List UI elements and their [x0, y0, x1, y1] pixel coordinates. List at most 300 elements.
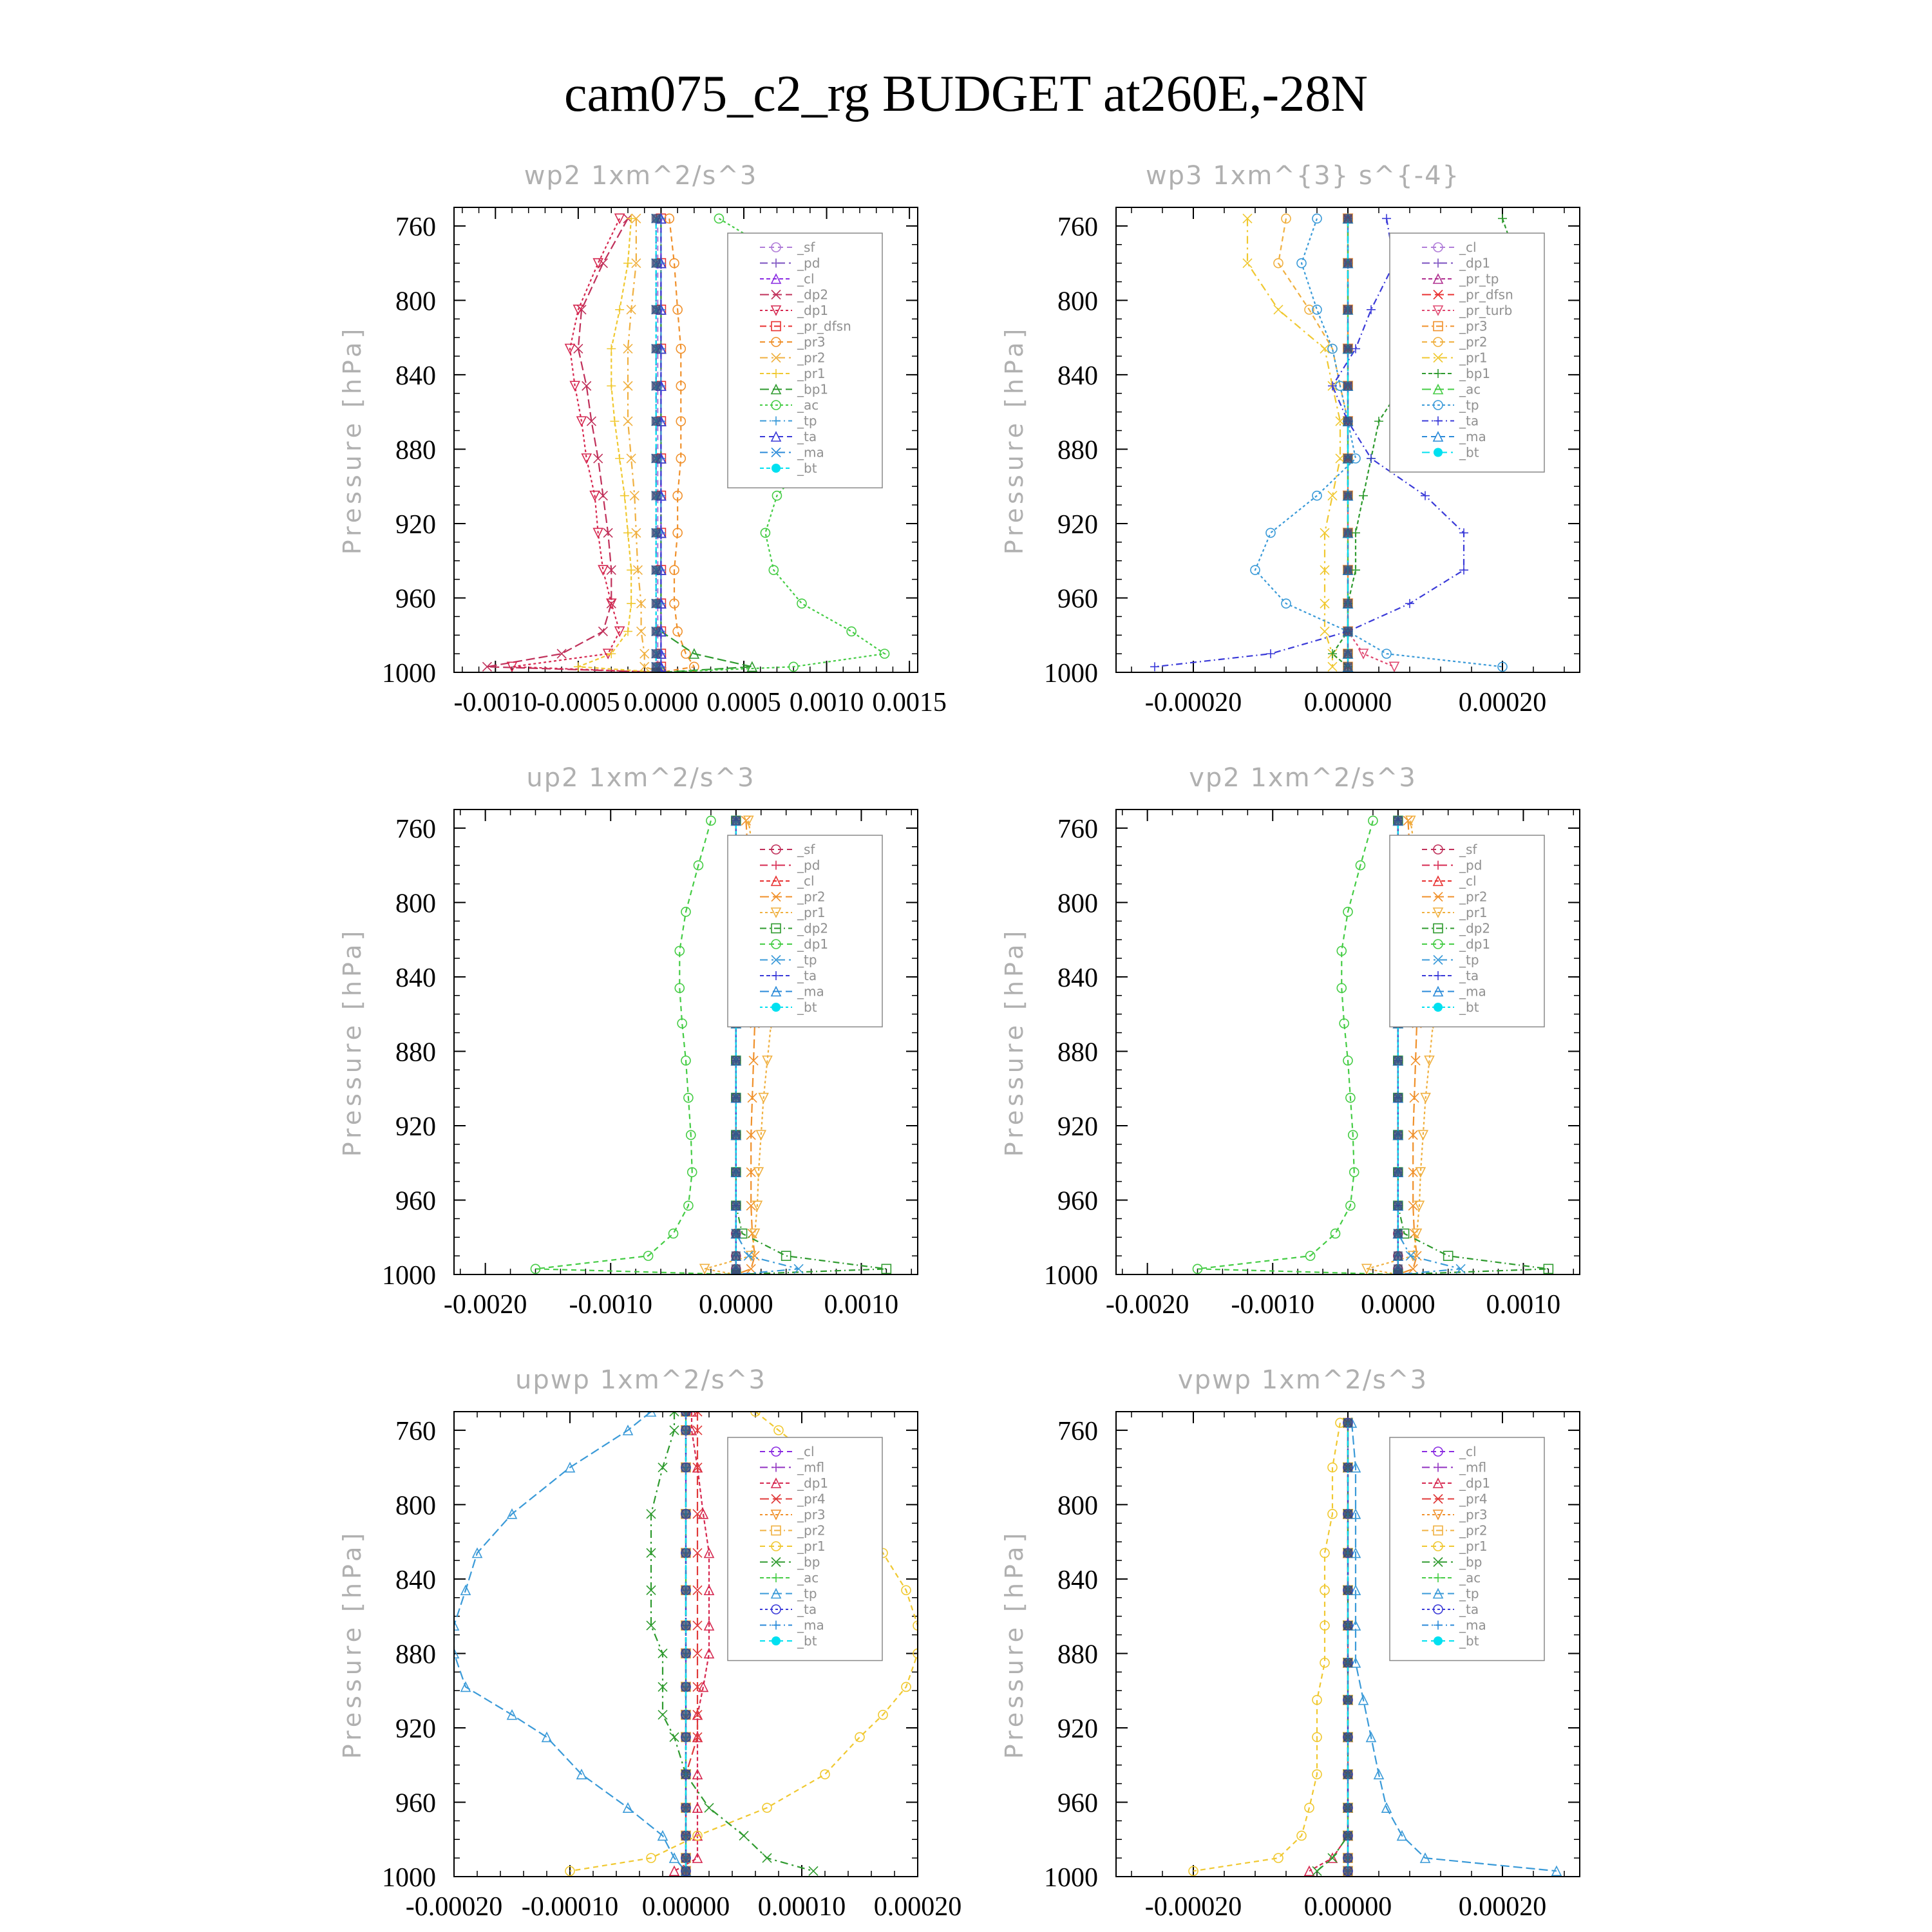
data-point: [1394, 1130, 1403, 1139]
legend-entry: _bt: [1459, 444, 1479, 460]
x-tick-label: -0.00020: [1144, 688, 1242, 717]
data-point: [1274, 305, 1283, 314]
y-tick-label: 800: [395, 1491, 436, 1521]
legend-entry: _ma: [1459, 1617, 1486, 1633]
y-tick-label: 1000: [382, 659, 436, 688]
data-point: [627, 214, 636, 223]
legend: [1390, 233, 1544, 472]
legend-entry: _bp1: [1459, 366, 1491, 381]
data-point: [705, 1803, 714, 1812]
data-point: [652, 417, 661, 426]
legend-marker: [772, 1636, 781, 1645]
data-point: [681, 1831, 690, 1840]
legend-entry: _bp: [1459, 1554, 1482, 1570]
legend-entry: _sf: [797, 240, 815, 255]
x-tick-label: -0.0010: [1231, 1290, 1314, 1320]
legend: [728, 1437, 882, 1661]
legend-entry: _mfl: [1459, 1459, 1487, 1475]
legend: [728, 835, 882, 1027]
series-line-dp1: [1309, 1423, 1348, 1871]
y-tick-label: 760: [1057, 1416, 1098, 1446]
data-point: [1331, 1229, 1340, 1238]
data-point: [1266, 528, 1275, 537]
data-point: [598, 627, 607, 636]
legend-entry: _dp1: [797, 1475, 829, 1491]
data-point: [681, 1853, 690, 1862]
data-point: [1343, 627, 1352, 636]
y-tick-label: 1000: [1044, 1261, 1098, 1291]
y-axis-label: Pressure [hPa]: [1000, 1529, 1028, 1759]
data-point: [1374, 417, 1383, 426]
x-tick-label: 0.0010: [1486, 1290, 1561, 1320]
data-point: [1343, 1770, 1352, 1779]
legend-entry: _dp2: [1459, 920, 1491, 936]
data-point: [681, 1866, 690, 1875]
data-point: [658, 1710, 667, 1719]
legend-entry: _bt: [1459, 999, 1479, 1015]
legend-entry: _pr_dfsn: [797, 318, 851, 334]
series-line-dp1: [512, 218, 661, 672]
data-point: [681, 1426, 690, 1435]
data-point: [1394, 1168, 1403, 1177]
y-tick-label: 880: [1057, 435, 1098, 466]
x-tick-label: 0.00000: [1303, 688, 1392, 717]
legend-entry: _tp: [1459, 1586, 1479, 1602]
legend-entry: _pr1: [1459, 905, 1488, 920]
legend-entry: _cl: [1459, 873, 1477, 889]
x-tick-label: -0.0010: [569, 1290, 652, 1320]
x-tick-label: 0.0010: [789, 688, 864, 717]
x-tick-label: 0.00000: [1303, 1892, 1392, 1922]
data-point: [1266, 649, 1275, 658]
legend-entry: _pr2: [797, 889, 826, 905]
legend-entry: _sf: [1459, 842, 1477, 857]
legend-entry: _ma: [1459, 983, 1486, 999]
legend-entry: _bt: [797, 1633, 817, 1649]
legend-entry: _pr3: [1459, 318, 1488, 334]
data-point: [1343, 1658, 1352, 1667]
data-point: [739, 1831, 748, 1840]
y-tick-label: 880: [1057, 1640, 1098, 1670]
legend-entry: _ma: [1459, 429, 1486, 444]
y-tick-label: 840: [395, 361, 436, 391]
data-point: [1343, 1463, 1352, 1472]
y-tick-label: 920: [395, 1112, 436, 1142]
x-tick-label: 0.00000: [641, 1892, 730, 1922]
data-point: [1328, 662, 1337, 671]
legend-entry: _pd: [1459, 857, 1482, 873]
legend-entry: _pr3: [797, 1507, 826, 1522]
data-point: [732, 1168, 741, 1177]
data-point: [1343, 662, 1352, 671]
legend-entry: _cl: [797, 271, 815, 287]
legend-entry: _pr_dfsn: [1459, 287, 1513, 303]
data-point: [732, 816, 741, 825]
data-point: [1382, 214, 1391, 223]
data-point: [732, 1130, 741, 1139]
legend-entry: _pr2: [797, 1522, 826, 1539]
y-tick-label: 880: [395, 1037, 436, 1068]
legend-entry: _dp1: [1459, 936, 1491, 952]
data-point: [1343, 1621, 1352, 1630]
data-point: [855, 1732, 864, 1741]
legend-entry: _pr1: [1459, 350, 1488, 366]
data-point: [1343, 305, 1352, 314]
legend-entry: _cl: [1459, 240, 1477, 255]
legend-entry: _pd: [797, 857, 820, 873]
data-point: [809, 1866, 818, 1875]
x-tick-label: 0.0005: [706, 688, 781, 717]
data-point: [620, 491, 629, 500]
data-point: [1394, 1201, 1403, 1210]
data-point: [1343, 1586, 1352, 1595]
panel-3: [338, 763, 918, 1320]
panel-6: [1000, 1365, 1580, 1922]
data-point: [1343, 214, 1352, 223]
legend-entry: _bt: [797, 999, 817, 1015]
data-point: [1343, 528, 1352, 537]
legend-entry: _pr4: [1459, 1491, 1488, 1507]
y-axis-label: Pressure [hPa]: [338, 927, 366, 1157]
y-tick-label: 840: [1057, 1565, 1098, 1595]
data-point: [681, 1510, 690, 1519]
series-line-pr1: [1193, 1423, 1340, 1871]
legend-entry: _ta: [1459, 413, 1479, 429]
data-point: [652, 528, 661, 537]
series-line-dp1: [1197, 820, 1397, 1274]
panel-title: upwp 1xm^2/s^3: [515, 1365, 766, 1395]
panels: [338, 161, 1580, 1922]
y-tick-label: 760: [395, 212, 436, 242]
data-point: [1444, 1251, 1453, 1260]
x-tick-label: 0.00010: [757, 1892, 846, 1922]
data-point: [615, 305, 624, 314]
panel-title: vpwp 1xm^2/s^3: [1177, 1365, 1428, 1395]
legend-entry: _mfl: [797, 1459, 825, 1475]
legend-entry: _cl: [1459, 1444, 1477, 1459]
legend-entry: _bp: [797, 1554, 820, 1570]
y-tick-label: 800: [1057, 1491, 1098, 1521]
y-tick-label: 800: [395, 889, 436, 919]
legend-entry: _tp: [1459, 952, 1479, 968]
data-point: [1343, 1732, 1352, 1741]
series-line-pr1: [578, 218, 661, 672]
data-point: [670, 1732, 679, 1741]
legend-entry: _ac: [797, 397, 819, 413]
legend-entry: _pr2: [1459, 334, 1488, 350]
series-line-tp: [454, 1412, 686, 1871]
y-tick-label: 760: [395, 814, 436, 844]
data-point: [1343, 1510, 1352, 1519]
data-point: [1343, 1696, 1352, 1705]
data-point: [1394, 1094, 1403, 1103]
data-point: [652, 599, 661, 608]
data-point: [607, 344, 616, 353]
legend-entry: _cl: [797, 1444, 815, 1459]
data-point: [669, 1229, 678, 1238]
panel-title: up2 1xm^2/s^3: [526, 763, 755, 793]
series-line-dp2: [487, 218, 661, 672]
y-tick-label: 840: [395, 963, 436, 993]
series-line-pr_turb: [1348, 218, 1394, 667]
x-tick-label: 0.00020: [1458, 1892, 1547, 1922]
data-point: [1343, 1831, 1352, 1840]
y-tick-label: 800: [1057, 889, 1098, 919]
data-point: [732, 1251, 741, 1260]
legend-entry: _dp2: [797, 920, 829, 936]
y-tick-label: 880: [1057, 1037, 1098, 1068]
x-tick-label: -0.0010: [453, 688, 538, 717]
legend-entry: _ta: [797, 968, 817, 983]
y-tick-label: 840: [1057, 963, 1098, 993]
legend-marker: [1434, 1003, 1443, 1012]
legend-entry: _dp1: [797, 303, 829, 318]
legend: [1390, 1437, 1544, 1661]
y-axis-label: Pressure [hPa]: [1000, 325, 1028, 555]
data-point: [670, 1866, 679, 1875]
panel-title: wp3 1xm^{3} s^{-4}: [1145, 161, 1461, 191]
y-axis-label: Pressure [hPa]: [1000, 927, 1028, 1157]
data-point: [681, 1732, 690, 1741]
data-point: [658, 1463, 667, 1472]
y-tick-label: 880: [395, 1640, 436, 1670]
data-point: [1320, 627, 1329, 636]
data-point: [681, 1710, 690, 1719]
legend-entry: _ma: [797, 444, 824, 460]
data-point: [681, 1548, 690, 1557]
data-point: [670, 1426, 679, 1435]
y-tick-label: 800: [395, 287, 436, 317]
data-point: [652, 344, 661, 353]
legend-entry: _tp: [797, 1586, 817, 1602]
data-point: [782, 1251, 791, 1260]
legend-entry: _pr1: [797, 1539, 826, 1554]
x-tick-label: 0.0000: [699, 1290, 773, 1320]
x-tick-label: 0.0000: [623, 688, 699, 717]
data-point: [1390, 662, 1399, 671]
series-line-dp1: [674, 1412, 709, 1871]
data-point: [1343, 649, 1352, 658]
legend-entry: _pr2: [1459, 1522, 1488, 1539]
data-point: [1394, 816, 1403, 825]
data-point: [681, 1770, 690, 1779]
legend-entry: _ma: [797, 983, 824, 999]
data-point: [623, 381, 632, 390]
legend-entry: _tp: [797, 413, 817, 429]
legend-entry: _ac: [797, 1570, 819, 1586]
panel-1: [338, 161, 947, 717]
data-point: [652, 214, 661, 223]
y-tick-label: 760: [395, 1416, 436, 1446]
data-point: [681, 1621, 690, 1630]
y-tick-label: 1000: [1044, 659, 1098, 688]
data-point: [615, 454, 624, 463]
legend-marker: [772, 464, 781, 473]
x-tick-label: -0.00020: [1144, 1892, 1242, 1922]
data-point: [607, 381, 616, 390]
y-tick-label: 960: [1057, 1186, 1098, 1217]
legend-entry: _ac: [1459, 1570, 1481, 1586]
data-point: [1343, 565, 1352, 574]
x-tick-label: -0.0020: [1105, 1290, 1189, 1320]
y-tick-label: 920: [1057, 1112, 1098, 1142]
x-tick-label: -0.0020: [443, 1290, 527, 1320]
legend-entry: _pr1: [1459, 1539, 1488, 1554]
y-tick-label: 960: [395, 584, 436, 614]
data-point: [847, 627, 856, 636]
data-point: [1343, 1803, 1352, 1812]
y-axis-label: Pressure [hPa]: [338, 325, 366, 555]
data-point: [1343, 344, 1352, 353]
x-tick-label: 0.00020: [1458, 688, 1547, 717]
y-tick-label: 1000: [382, 1863, 436, 1893]
y-tick-label: 880: [395, 435, 436, 466]
legend-entry: _tp: [1459, 397, 1479, 413]
legend-entry: _pr1: [797, 366, 826, 381]
x-tick-label: -0.00010: [521, 1892, 619, 1922]
data-point: [681, 1463, 690, 1472]
legend-entry: _dp2: [797, 287, 829, 303]
y-tick-label: 920: [395, 509, 436, 540]
legend-entry: _bp1: [797, 381, 829, 397]
data-point: [746, 1264, 755, 1273]
legend-entry: _ta: [797, 1602, 817, 1617]
data-point: [1343, 417, 1352, 426]
y-tick-label: 1000: [1044, 1863, 1098, 1893]
data-point: [1328, 1853, 1337, 1862]
legend-marker: [1434, 448, 1443, 457]
y-tick-label: 920: [1057, 1714, 1098, 1744]
data-point: [652, 305, 661, 314]
legend-entry: _sf: [797, 842, 815, 857]
legend-marker: [1434, 1636, 1443, 1645]
y-tick-label: 960: [395, 1788, 436, 1819]
y-axis-label: Pressure [hPa]: [338, 1529, 366, 1759]
legend-entry: _pr3: [1459, 1507, 1488, 1522]
y-tick-label: 800: [1057, 287, 1098, 317]
panel-4: [1000, 763, 1580, 1320]
legend-marker: [772, 1003, 781, 1012]
data-point: [623, 528, 632, 537]
data-point: [1367, 454, 1376, 463]
legend-entry: _pr2: [797, 350, 826, 366]
panel-title: vp2 1xm^2/s^3: [1189, 763, 1417, 793]
series-line-pr4: [686, 1412, 697, 1871]
legend-entry: _ac: [1459, 381, 1481, 397]
data-point: [1343, 259, 1352, 268]
data-point: [1343, 491, 1352, 500]
data-point: [681, 1649, 690, 1658]
data-point: [1459, 528, 1468, 537]
panel-2: [1000, 161, 1580, 717]
x-tick-label: -0.00020: [405, 1892, 503, 1922]
panel-5: [338, 1365, 961, 1922]
y-tick-label: 1000: [382, 1261, 436, 1291]
data-point: [610, 417, 619, 426]
data-point: [652, 381, 661, 390]
data-point: [1343, 1418, 1352, 1427]
data-point: [1343, 381, 1352, 390]
y-tick-label: 960: [1057, 584, 1098, 614]
y-tick-label: 960: [1057, 1788, 1098, 1819]
data-point: [732, 1229, 741, 1238]
data-point: [1150, 662, 1159, 671]
legend-entry: _ma: [797, 1617, 824, 1633]
data-point: [1343, 1866, 1352, 1875]
legend-entry: _ta: [1459, 1602, 1479, 1617]
data-point: [1367, 305, 1376, 314]
legend-entry: _pr_tp: [1459, 271, 1499, 287]
x-tick-label: 0.0010: [824, 1290, 899, 1320]
data-point: [1394, 1251, 1403, 1260]
panel-title: wp2 1xm^2/s^3: [524, 161, 758, 191]
data-point: [652, 491, 661, 500]
legend-entry: _ta: [797, 429, 817, 444]
data-point: [637, 627, 646, 636]
y-tick-label: 960: [395, 1186, 436, 1217]
data-point: [1343, 454, 1352, 463]
figure-title: cam075_c2_rg BUDGET at260E,-28N: [564, 66, 1368, 122]
data-point: [1459, 565, 1468, 574]
y-tick-label: 840: [395, 1565, 436, 1595]
y-tick-label: 920: [395, 1714, 436, 1744]
legend-entry: _dp1: [1459, 255, 1491, 271]
data-point: [762, 1853, 772, 1862]
data-point: [652, 649, 661, 658]
y-tick-label: 760: [1057, 814, 1098, 844]
y-tick-label: 760: [1057, 212, 1098, 242]
legend-entry: _pr2: [1459, 889, 1488, 905]
series-line-dp1: [535, 820, 735, 1274]
legend: [1390, 835, 1544, 1027]
legend-entry: _pr_turb: [1459, 303, 1513, 318]
data-point: [732, 1094, 741, 1103]
data-point: [652, 259, 661, 268]
data-point: [732, 1056, 741, 1065]
data-point: [681, 1682, 690, 1691]
data-point: [1408, 1264, 1417, 1273]
data-point: [1394, 1229, 1403, 1238]
legend-entry: _dp1: [1459, 1475, 1491, 1491]
data-point: [1359, 491, 1368, 500]
data-point: [652, 565, 661, 574]
data-point: [732, 1201, 741, 1210]
data-point: [1394, 1056, 1403, 1065]
legend-entry: _pr4: [797, 1491, 826, 1507]
data-point: [681, 1803, 690, 1812]
x-tick-label: 0.0000: [1361, 1290, 1435, 1320]
data-point: [627, 599, 636, 608]
data-point: [797, 599, 806, 608]
x-tick-label: 0.00020: [873, 1892, 962, 1922]
legend-entry: _tp: [797, 952, 817, 968]
data-point: [1343, 1853, 1352, 1862]
y-tick-label: 840: [1057, 361, 1098, 391]
data-point: [820, 1770, 829, 1779]
legend-entry: _cl: [797, 873, 815, 889]
legend-entry: _ta: [1459, 968, 1479, 983]
x-tick-label: -0.0005: [536, 688, 620, 717]
data-point: [1343, 1548, 1352, 1557]
legend: [728, 233, 882, 488]
x-tick-label: 0.0015: [872, 688, 947, 717]
data-point: [623, 417, 632, 426]
legend-entry: _bt: [1459, 1633, 1479, 1649]
legend-entry: _pr1: [797, 905, 826, 920]
legend-entry: _bt: [797, 460, 817, 476]
data-point: [1405, 599, 1414, 608]
y-tick-label: 920: [1057, 509, 1098, 540]
